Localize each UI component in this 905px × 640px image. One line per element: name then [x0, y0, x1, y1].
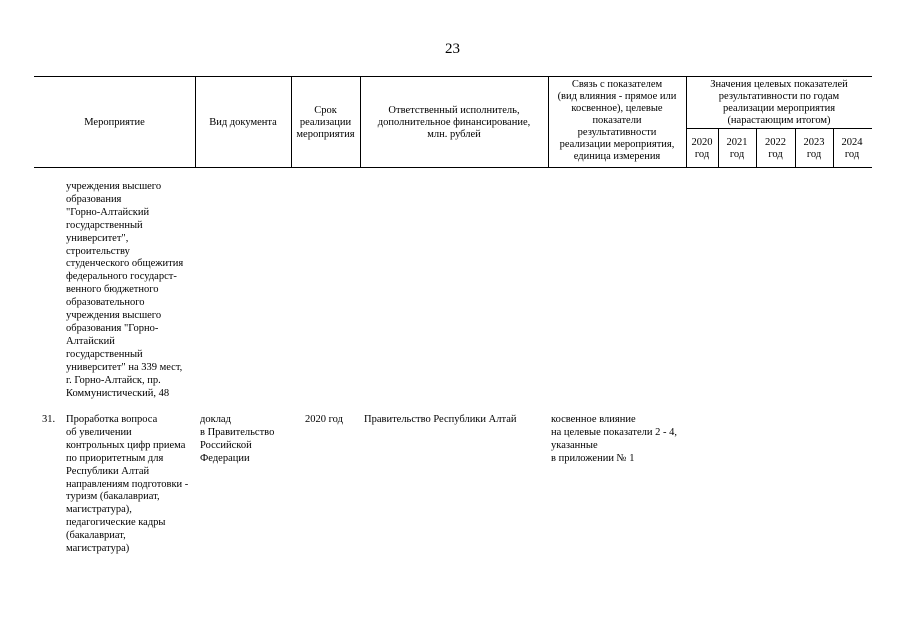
- header-year: 2024 год: [841, 137, 863, 160]
- row-term: 2020 год: [305, 414, 343, 425]
- header-bottom-rule: [34, 167, 872, 168]
- header-link: Связь с показателем (вид влияния - прямое или косвенное), целевые показатели результативности реализации мероприятия, единица измерения: [557, 79, 677, 162]
- header-top-rule: [34, 76, 872, 77]
- header-year: 2021 год: [726, 137, 748, 160]
- row-doc-type: доклад в Правительство Российской Федерации: [200, 414, 275, 464]
- continuation-text: учреждения высшего образования "Горно-Алтайский государственный университет", строительству студенческого общежития федерального государст- венного бюджетного образовательного учреждения высшего образования "Горно- Алтайский государственный университет" на 339 мест, г. Горно-Алтайск, пр. Коммунистический, 48: [66, 181, 184, 399]
- header-year: 2020 год: [691, 137, 713, 160]
- header-term: Срок реализации мероприятия: [296, 105, 355, 140]
- row-link: косвенное влияние на целевые показатели 2 - 4, указанные в приложении № 1: [551, 414, 677, 464]
- header-year: 2022 год: [765, 137, 786, 160]
- years-divider: [686, 128, 872, 129]
- header-activity: Мероприятие: [84, 117, 145, 128]
- header-values: Значения целевых показателей результативности по годам реализации мероприятия (нарастающим итогом): [710, 79, 848, 126]
- row-responsible: Правительство Республики Алтай: [364, 414, 517, 425]
- row-number: 31.: [42, 414, 56, 425]
- header-doc-type: Вид документа: [209, 117, 277, 128]
- row-activity: Проработка вопроса об увеличении контрольных цифр приема по приоритетным для Республики Алтай направлениям подготовки - туризм (бакалавриат, магистратура), педагогические кадры (бакалавриат, магистратура): [66, 414, 189, 555]
- header-year: 2023 год: [803, 137, 825, 160]
- header-responsible: Ответственный исполнитель, дополнительное финансирование, млн. рублей: [377, 105, 531, 140]
- page-number: 23: [445, 41, 460, 57]
